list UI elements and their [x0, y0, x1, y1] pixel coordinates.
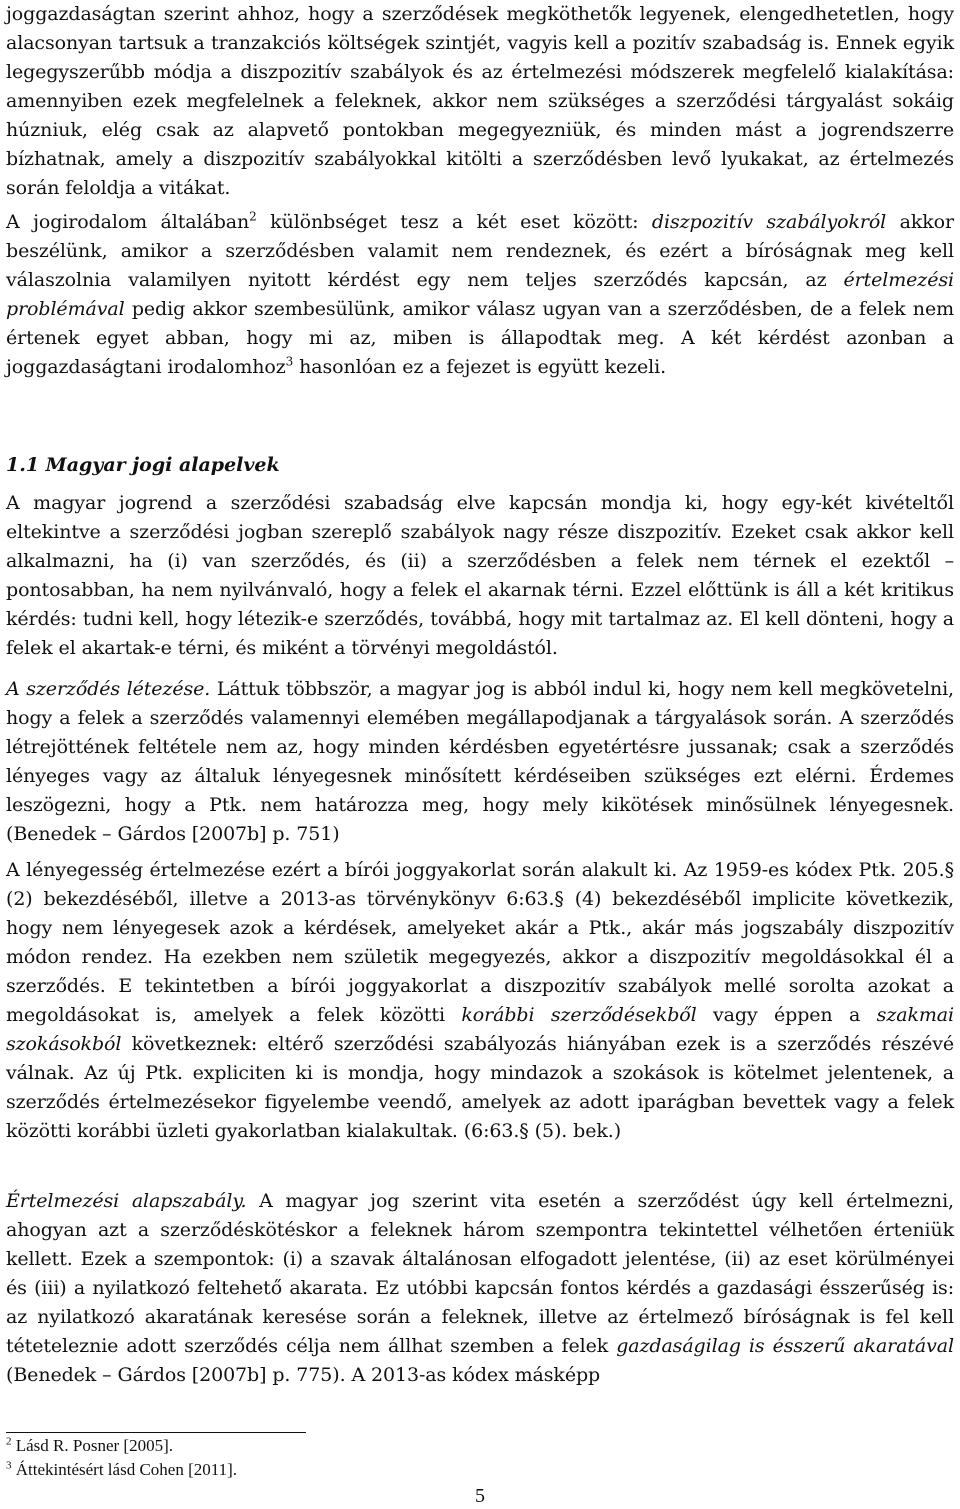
footnote-text: Lásd R. Posner [2005].: [11, 1436, 173, 1455]
footnote-ref-3[interactable]: 3: [285, 354, 294, 369]
footnote-divider: [6, 1432, 306, 1433]
footnote-number: 3: [6, 1459, 12, 1472]
paragraph-text: A magyar jogrend a szerződési szabadság elve kapcsán mondja ki, hogy egy-két kivételtől eltekintve a szerződési jogban szereplő szabályok nagy része diszpozitív. Ezeket csak akkor kell alkalmazni, ha (i) van szerződés, és (ii) a szerződésben a felek nem térnek el ezektől – pontosabban, ha nem nyilvánvaló, hogy a felek el akarnak térni. Ezzel előttünk is áll a két kritikus kérdés: tudni kell, hogy létezik-e szerződés, továbbá, hogy mit tartalmaz az. El kell dönteni, hogy a felek el akartak-e térni, és miként a törvényi megoldástól.: [6, 492, 954, 659]
paragraph-interpretation-rule: [6, 1187, 954, 1390]
paragraph-text: A magyar jog szerint vita esetén a szerződést úgy kell értelmezni, ahogyan azt a szerződéskötéskor a feleknek három szempontra tekintettel vélhetően érteniük kellett. Ezek a szempontok: (i) a szavak általánosan elfogadott jelentése, (ii) az eset körülményei és (iii) a nyilatkozó feltehető akarata. Ez utóbbi kapcsán fontos kérdés a gazdasági ésszerűség is: az nyilatkozó akaratának keresése során a feleknek, illetve az értelmező bíróságnak is fel kell téteteleznie adott szerződés célja nem állhat szemben a felek: [6, 1190, 954, 1357]
paragraph-text: akkor beszélünk, amikor a szerződésben valamit nem rendeznek, és ezért a bíróságnak meg kell válaszolnia valamilyen nyitott kérdést egy nem teljes szerződés kapcsán, az: [6, 211, 954, 291]
paragraph-hungarian-principles: [6, 489, 954, 663]
footnote-text: Áttekintésért lásd Cohen [2011].: [11, 1460, 238, 1479]
italic-term: diszpozitív szabályokról: [651, 211, 887, 233]
italic-term: gazdaságilag is ésszerű akaratával: [616, 1335, 954, 1357]
paragraph-text: vagy éppen a: [696, 1004, 877, 1026]
footnote-ref-2[interactable]: 2: [249, 209, 257, 224]
italic-lead: Értelmezési alapszabály.: [6, 1190, 247, 1212]
footnote-3: [6, 1460, 237, 1480]
paragraph-text: joggazdaságtan szerint ahhoz, hogy a szerződések megköthetők legyenek, elengedhetetlen, hogy alacsonyan tartsuk a tranzakciós költségek szintjét, vagyis kell a pozitív szabadság is. Ennek egyik legegyszerűbb módja a diszpozitív szabályok és az értelmezési módszerek megfelelő kialakítása: amennyiben ezek megfelelnek a feleknek, akkor nem szükséges a szerződési tárgyalást sokáig húzniuk, elég csak az alapvető pontokban megegyezniük, és minden mást a jogrendszerre bízhatnak, amely a diszpozitív szabályokkal kitölti a szerződésben levő lyukakat, az értelmezés során feloldja a vitákat.: [6, 3, 954, 199]
paragraph-contract-existence: [6, 675, 954, 849]
paragraph-dispositive-vs-interpretation: [6, 208, 954, 382]
paragraph-text: hasonlóan ez a fejezet is együtt kezeli.: [293, 356, 667, 378]
section-heading: 1.1 Magyar jogi alapelvek: [6, 454, 280, 476]
italic-term: szakmai szokásokból: [6, 1004, 954, 1055]
italic-term: korábbi szerződésekből: [461, 1004, 697, 1026]
paragraph-text: következnek: eltérő szerződési szabályozás hiányában ezek is a szerződés részévé válnak. Az új Ptk. expliciten ki is mondja, hogy mindazok a szokások is kötelmet jelentenek, a szerződés értelmezésekor figyelembe veendő, amelyek az adott iparágban bevettek vagy a felek közötti korábbi üzleti gyakorlatban kialakultak. (6:63.§ (5). bek.): [6, 1033, 954, 1142]
italic-term: értelmezési problémával: [6, 269, 954, 320]
paragraph-text: különbséget tesz a két eset között:: [256, 211, 652, 233]
paragraph-text: (Benedek – Gárdos [2007b] p. 775). A 2013-as kódex másképp: [6, 1364, 601, 1386]
footnote-number: 2: [6, 1435, 12, 1448]
paragraph-text: Láttuk többször, a magyar jog is abból indul ki, hogy nem kell megkövetelni, hogy a felek a szerződés valamennyi elemében megállapodjanak a tárgyalások során. A szerződés létrejöttének feltétele nem az, hogy minden kérdésben egyetértésre jussanak; csak a szerződés lényeges vagy az általuk lényegesnek minősített kérdéseiben szükséges ezt elérni. Érdemes leszögezni, hogy a Ptk. nem határozza meg, hogy mely kikötések minősülnek lényegesnek. (Benedek – Gárdos [2007b] p. 751): [6, 678, 954, 845]
paragraph-text: A lényegesség értelmezése ezért a bírói joggyakorlat során alakult ki. Az 1959-es kódex Ptk. 205.§ (2) bekezdéséből, illetve a 2013-as törvénykönyv 6:63.§ (4) bekezdéséből implicite következik, hogy nem lényegesek azok a kérdések, amelyeket akár a Ptk., akár más jogszabály diszpozitív módon rendez. Ha ezekben nem születik megegyezés, akkor a diszpozitív megoldásokkal él a szerződés. E tekintetben a bírói joggyakorlat a diszpozitív szabályok mellé sorolta azokat a megoldásokat is, amelyek a felek közötti: [6, 859, 954, 1026]
page-number: 5: [475, 1485, 485, 1507]
paragraph-transaction-costs: [6, 0, 954, 203]
paragraph-text: A jogirodalom általában: [6, 211, 250, 233]
paragraph-text: pedig akkor szembesülünk, amikor válasz ugyan van a szerződésben, de a felek nem értenek egyet abban, hogy mi az, miben is állapodtak meg. A két kérdést azonban a joggazdaságtani irodalomhoz: [6, 298, 954, 378]
paragraph-essentiality: [6, 856, 954, 1146]
italic-lead: A szerződés létezése.: [6, 678, 211, 700]
footnote-2: [6, 1436, 173, 1456]
